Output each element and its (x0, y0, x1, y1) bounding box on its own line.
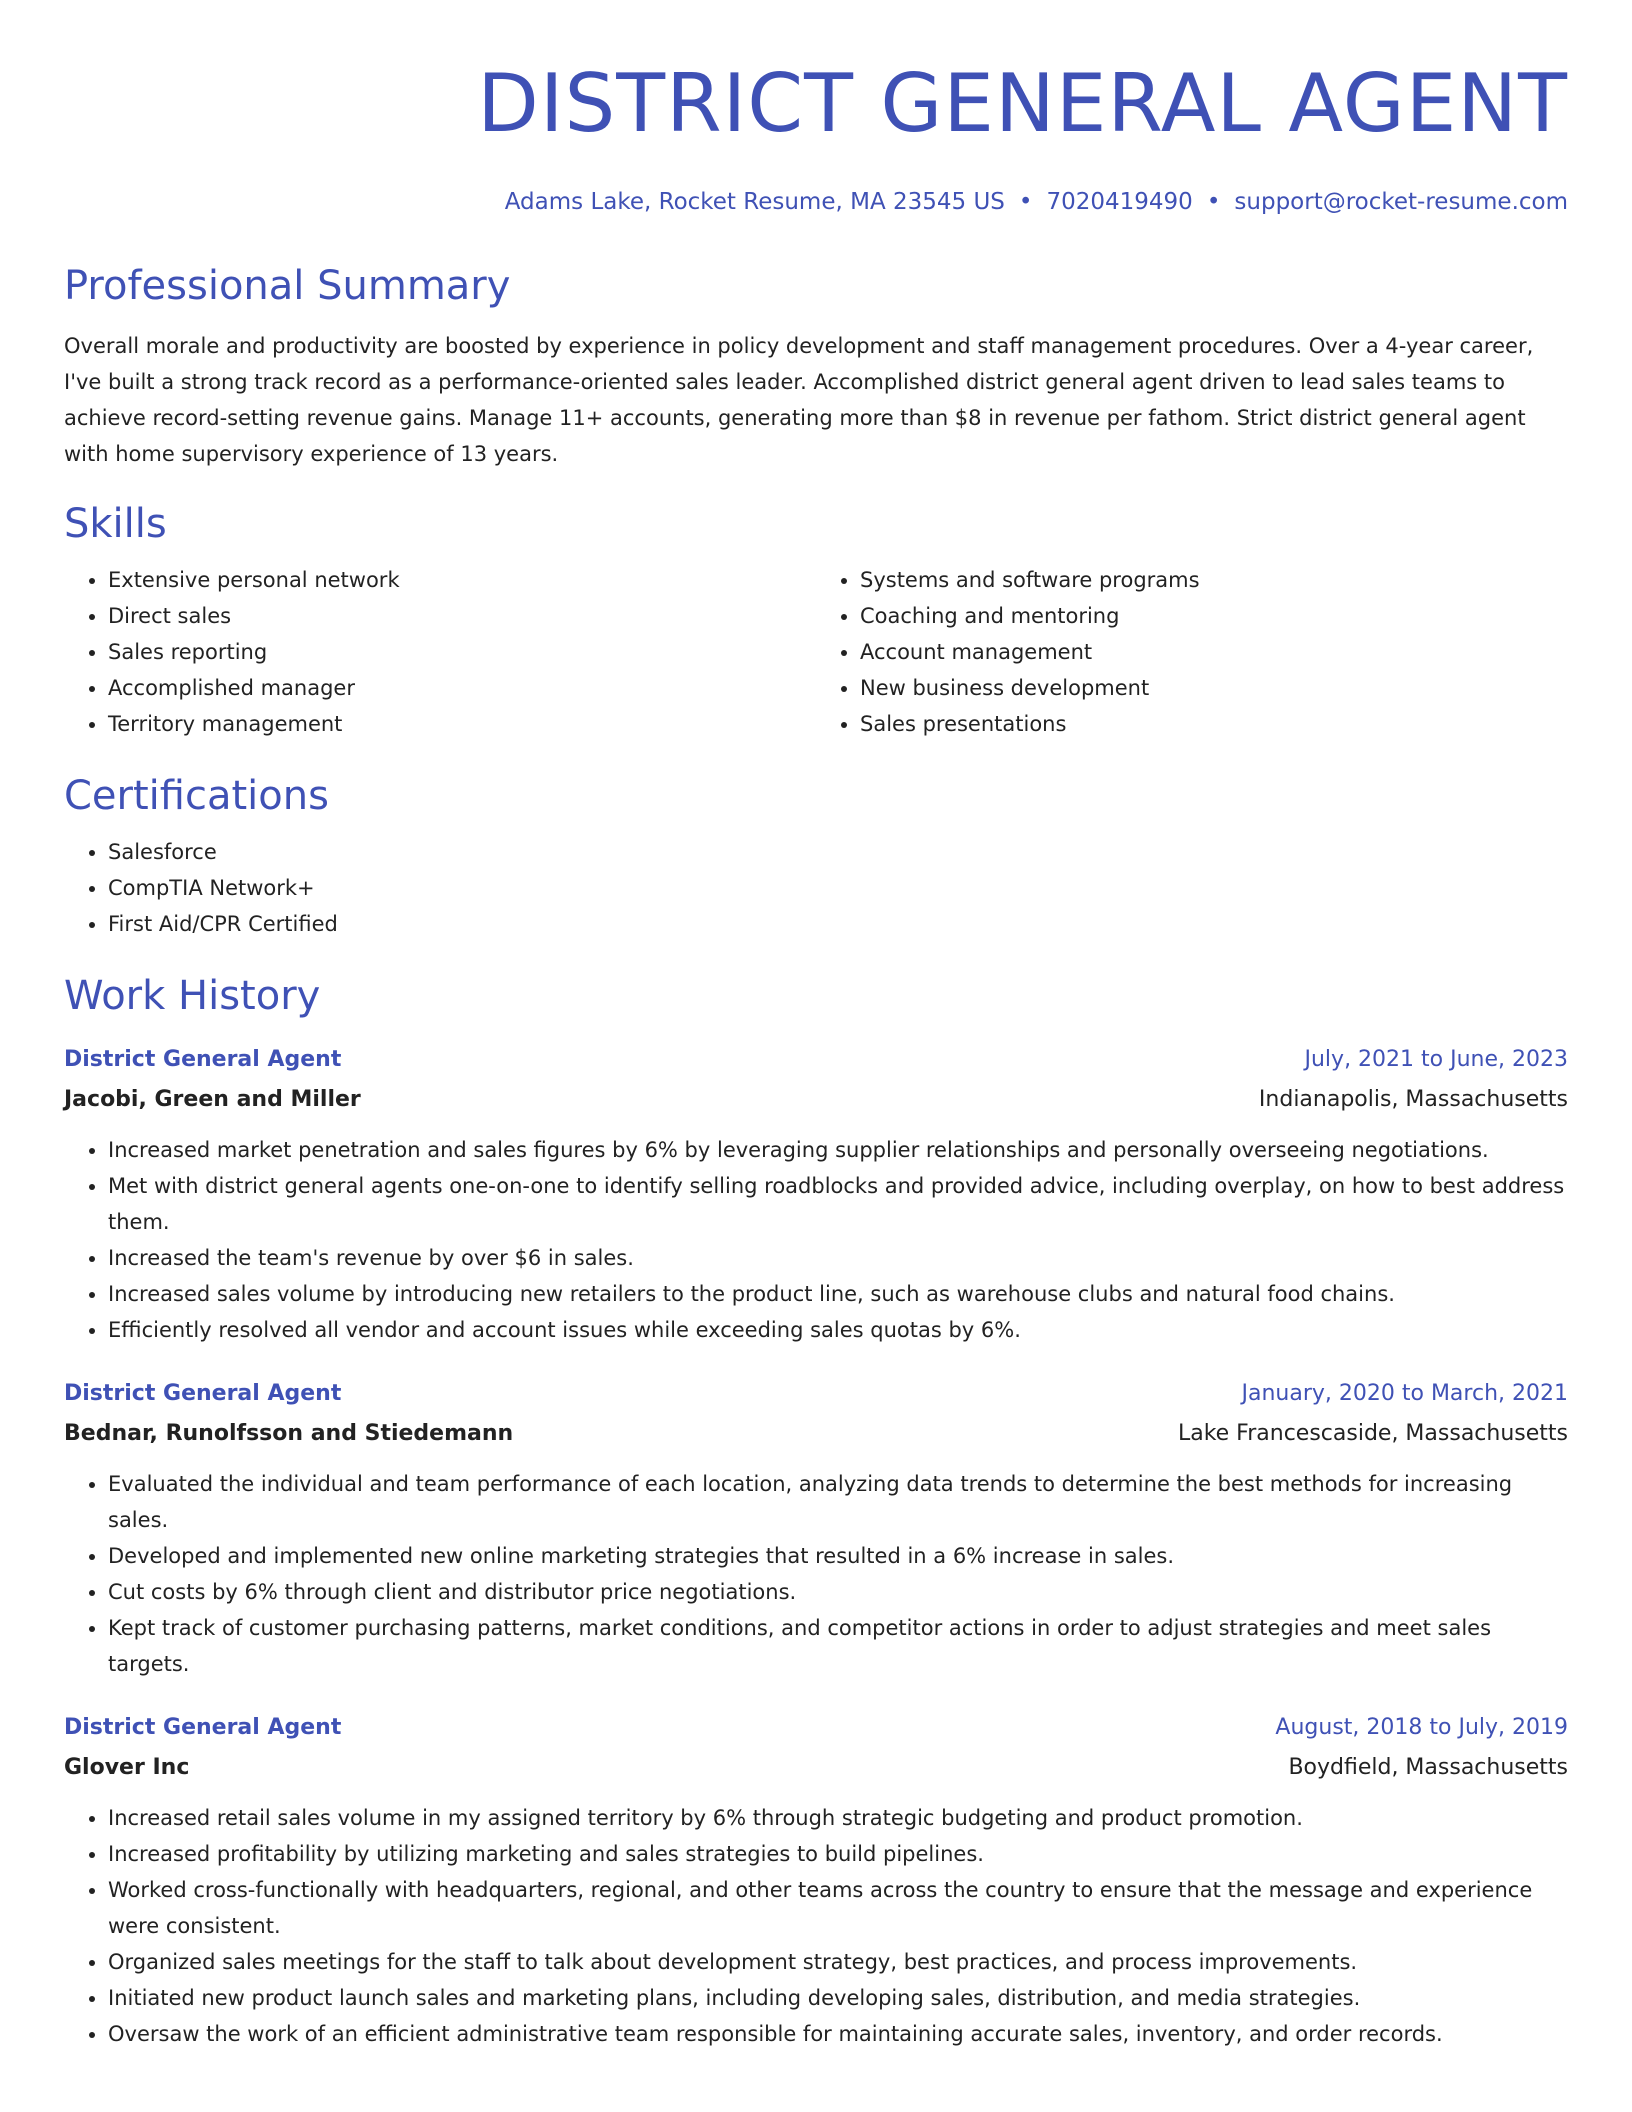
certification-item: • Salesforce (108, 834, 1568, 870)
job-bullet: • Increased the team's revenue by over $6 in sales. (108, 1240, 1568, 1276)
work-history-heading: Work History (64, 973, 321, 1019)
job-company: Bednar, Runolfsson and Stiedemann (64, 1421, 514, 1446)
certifications-heading: Certifications (64, 773, 329, 819)
skill-item: • Sales reporting (108, 634, 816, 670)
job-bullets (64, 1800, 1568, 2052)
job-entry (64, 1040, 1568, 1348)
job-bullet: • Organized sales meetings for the staff to talk about development strategy, best practices, and process improvements. (108, 1944, 1568, 1980)
job-header-row (64, 1040, 1568, 1080)
job-bullet: • Increased sales volume by introducing new retailers to the product line, such as warehouse clubs and natural food chains. (108, 1276, 1568, 1312)
job-location: Lake Francescaside, Massachusetts (1177, 1421, 1568, 1446)
job-bullet: • Evaluated the individual and team performance of each location, analyzing data trends to determine the best methods for increasing sales. (108, 1466, 1568, 1538)
job-company-row (64, 1080, 1568, 1120)
job-bullet: • Met with district general agents one-on-one to identify selling roadblocks and provided advice, including overplay, on how to best address them. (108, 1168, 1568, 1240)
skills-columns (64, 562, 1568, 742)
job-company-row (64, 1414, 1568, 1454)
phone: 7020419490 (1046, 189, 1193, 215)
job-dates: July, 2021 to June, 2023 (1304, 1047, 1568, 1072)
job-title: District General Agent (64, 1047, 342, 1072)
resume-name: DISTRICT GENERAL AGENT (477, 57, 1568, 150)
separator-dot: • (1206, 189, 1221, 215)
job-bullet: • Cut costs by 6% through client and distributor price negotiations. (108, 1574, 1568, 1610)
skills-heading: Skills (64, 501, 167, 547)
job-bullet: • Increased retail sales volume in my assigned territory by 6% through strategic budgeting and product promotion. (108, 1800, 1568, 1836)
job-dates: August, 2018 to July, 2019 (1275, 1715, 1568, 1740)
job-location: Indianapolis, Massachusetts (1258, 1087, 1568, 1112)
job-location: Boydfield, Massachusetts (1288, 1755, 1568, 1780)
job-bullet: • Initiated new product launch sales and marketing plans, including developing sales, distribution, and media strategies. (108, 1980, 1568, 2016)
job-company-row (64, 1748, 1568, 1788)
job-bullets (64, 1466, 1568, 1682)
skill-item: • Accomplished manager (108, 670, 816, 706)
skill-item: • Direct sales (108, 598, 816, 634)
job-title: District General Agent (64, 1715, 342, 1740)
certification-item: • First Aid/CPR Certified (108, 906, 1568, 942)
skill-item: • New business development (860, 670, 1568, 706)
job-bullet: • Oversaw the work of an efficient administrative team responsible for maintaining accurate sales, inventory, and order records. (108, 2016, 1568, 2052)
skill-item: • Systems and software programs (860, 562, 1568, 598)
job-bullet: • Increased profitability by utilizing marketing and sales strategies to build pipelines. (108, 1836, 1568, 1872)
skills-right-list (816, 562, 1568, 742)
job-title: District General Agent (64, 1381, 342, 1406)
job-header-row (64, 1708, 1568, 1748)
job-bullets (64, 1132, 1568, 1348)
separator-dot: • (1018, 189, 1033, 215)
skill-item: • Account management (860, 634, 1568, 670)
summary-text: Overall morale and productivity are boosted by experience in policy development and staff management procedures. Over a 4-year career, I've built a strong track record as a performance-oriented sales leader. Accomplished district general agent driven to lead sales teams to achieve record-setting revenue gains. Manage 11+ accounts, generating more than $8 in revenue per fathom. Strict district general agent with home supervisory experience of 13 years. (64, 334, 1534, 466)
summary-heading: Professional Summary (64, 263, 511, 309)
skill-item: • Sales presentations (860, 706, 1568, 742)
job-bullet: • Kept track of customer purchasing patterns, market conditions, and competitor actions in order to adjust strategies and meet sales targets. (108, 1610, 1568, 1682)
job-bullet: • Increased market penetration and sales figures by 6% by leveraging supplier relationships and personally overseeing negotiations. (108, 1132, 1568, 1168)
skill-item: • Coaching and mentoring (860, 598, 1568, 634)
skills-left-list (64, 562, 816, 742)
job-header-row (64, 1374, 1568, 1414)
certification-item: • CompTIA Network+ (108, 870, 1568, 906)
job-bullet: • Worked cross-functionally with headquarters, regional, and other teams across the country to ensure that the message and experience were consistent. (108, 1872, 1568, 1944)
job-company: Jacobi, Green and Miller (64, 1087, 361, 1112)
job-bullet: • Developed and implemented new online marketing strategies that resulted in a 6% increase in sales. (108, 1538, 1568, 1574)
skill-item: • Extensive personal network (108, 562, 816, 598)
skill-item: • Territory management (108, 706, 816, 742)
job-entry (64, 1708, 1568, 2052)
address: Adams Lake, Rocket Resume, MA 23545 US (504, 189, 1005, 215)
contact-line (64, 184, 1568, 220)
job-entry (64, 1374, 1568, 1682)
email-link[interactable]: support@rocket-resume.com (1234, 189, 1568, 215)
certifications-list (64, 834, 1568, 942)
job-bullet: • Efficiently resolved all vendor and account issues while exceeding sales quotas by 6%. (108, 1312, 1568, 1348)
job-company: Glover Inc (64, 1755, 190, 1780)
job-dates: January, 2020 to March, 2021 (1241, 1381, 1568, 1406)
